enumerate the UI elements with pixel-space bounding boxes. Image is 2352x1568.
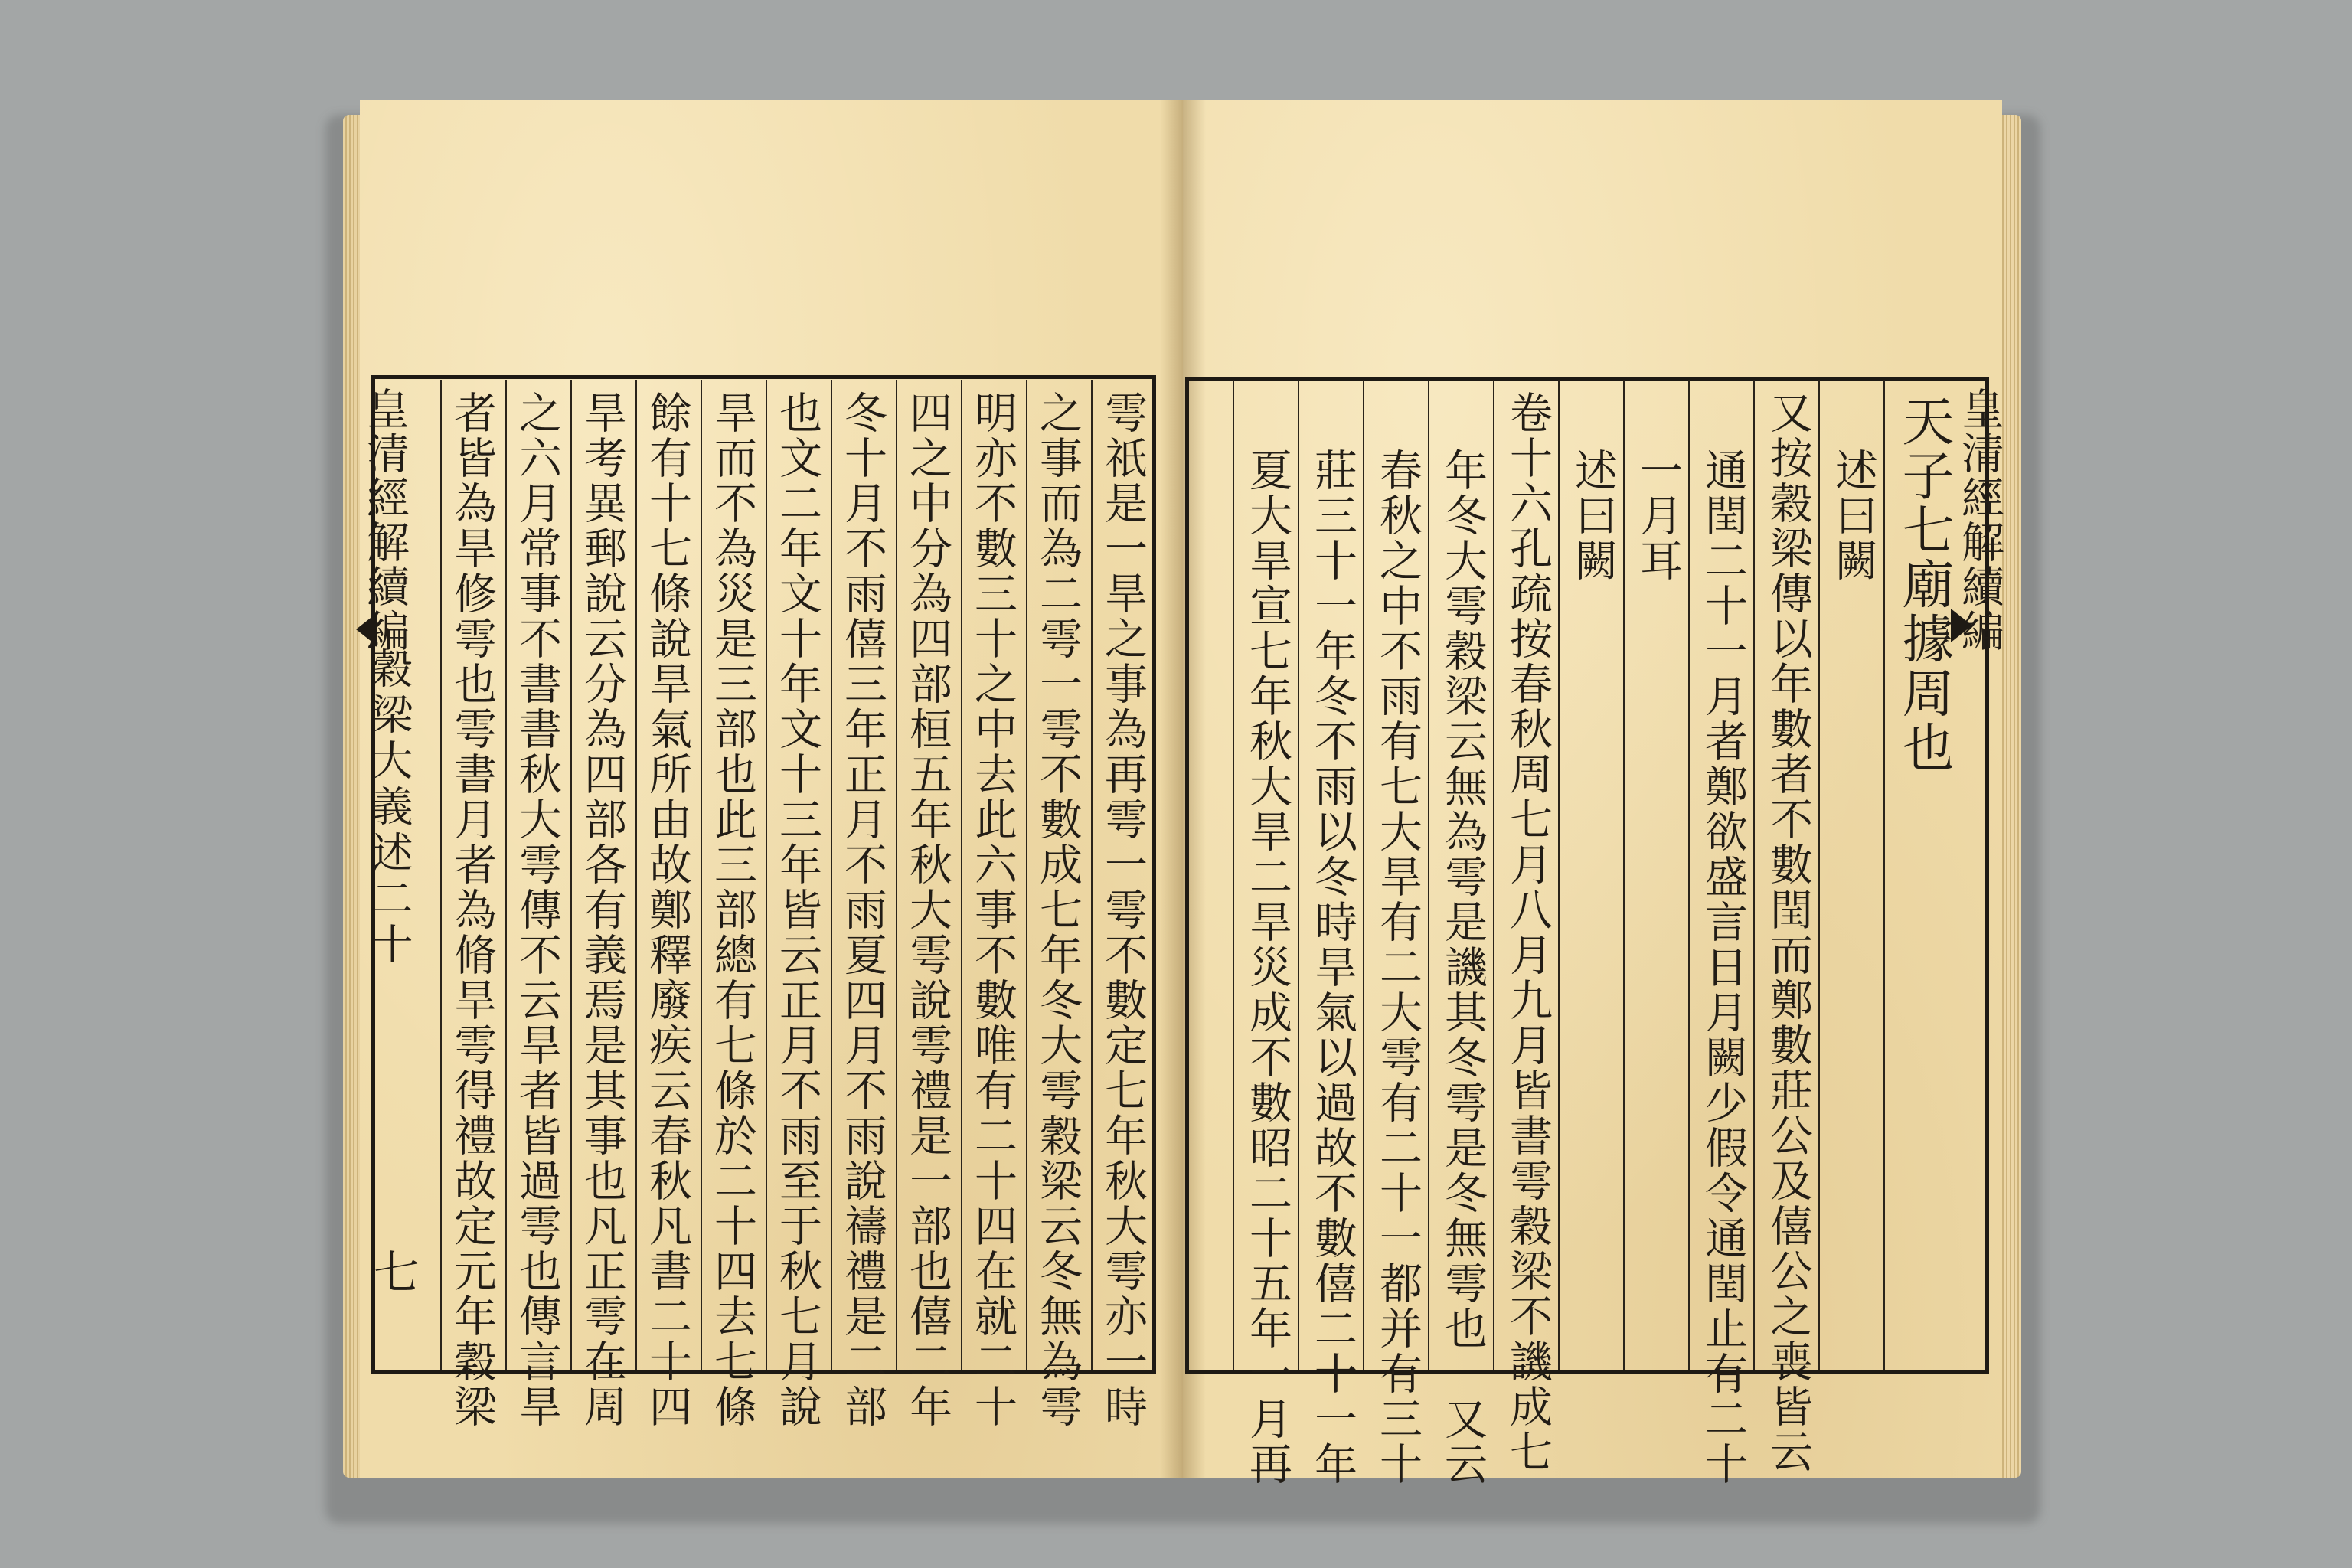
left-column-rule [1091,380,1093,1370]
left-column-rule [896,380,897,1370]
left-column-rule [701,380,702,1370]
right-text-column: 天子七廟據周也 [1893,394,1954,775]
left-column-rule [440,380,442,1370]
right-text-column: 又按穀梁傳以年數者不數閏而鄭數莊公及僖公之喪皆云 [1763,390,1813,1475]
right-fishtail-mark [1951,609,1972,642]
left-column-rule [1026,380,1027,1370]
right-column-rule [1753,380,1755,1370]
left-column-rule [635,380,637,1370]
right-text-column: 年冬大雩穀梁云無為雩是譏其冬雩是冬無雩也 又云 [1438,448,1488,1487]
left-column-rule [961,380,962,1370]
right-text-column: 春秋之中不雨有七大旱有二大雩有二十一都并有三十 [1373,448,1423,1487]
left-text-column: 雩祇是一旱之事為再雩一雩不數定七年秋大雩亦一時 [1098,390,1148,1429]
right-column-rule [1883,380,1885,1370]
left-fishtail-mark [356,612,377,646]
left-text-column: 者皆為旱修雩也雩書月者為脩旱雩得禮故定元年穀梁 [447,390,497,1429]
right-text-column: 卷十六孔疏按春秋周七月八月九月皆書雩穀梁不譏成七 [1503,390,1553,1475]
right-column-rule [1493,380,1494,1370]
right-column-rule [1558,380,1560,1370]
right-column-rule [1818,380,1820,1370]
left-text-column: 也文二年文十年文十三年皆云正月不雨至于秋七月說 [773,390,822,1429]
left-column-rule [831,380,832,1370]
right-column-rule [1233,380,1234,1370]
right-text-column: 一月耳 [1633,448,1683,583]
left-text-column: 旱而不為災是三部也此三部總有七條於二十四去七條 [707,390,757,1429]
left-page-number: 七 [366,1248,420,1294]
right-column-rule [1623,380,1625,1370]
left-text-column: 冬十月不雨僖三年正月不雨夏四月不雨說禱禮是二部 [838,390,887,1429]
right-column-rule [1298,380,1299,1370]
right-banxin-title: 皇清經解續編 [1955,387,2004,653]
left-banxin-title: 皇清經解續編 [360,387,410,653]
left-text-column: 明亦不數三十之中去此六事不數唯有二十四在就二十 [968,390,1018,1429]
left-text-column: 之事而為二雩一雩不數成七年冬大雩穀梁云冬無為雩 [1033,390,1083,1429]
right-text-column: 述曰闕 [1828,448,1878,583]
left-text-column: 之六月常事不書書秋大雩傳不云旱者皆過雩也傳言旱 [512,390,562,1429]
left-text-column: 旱考異郵說云分為四部各有義焉是其事也凡正雩在周 [577,390,627,1429]
right-column-rule [1428,380,1429,1370]
left-banxin-section: 穀梁大義述二十 [365,647,413,969]
right-text-column: 夏大旱宣七年秋大旱二旱災成不數昭二十五年一月再 [1243,448,1292,1487]
left-text-column: 四之中分為四部桓五年秋大雩說雩禮是一部也僖二年 [903,390,952,1429]
right-column-rule [1688,380,1690,1370]
left-column-rule [505,380,507,1370]
left-text-column: 餘有十七條說旱氣所由故鄭釋廢疾云春秋凡書二十四 [642,390,692,1429]
right-text-column: 通閏二十一月者鄭欲盛言日月闕少假令通閏止有二十 [1698,448,1748,1487]
right-text-column: 述曰闕 [1568,448,1618,583]
right-text-column: 莊三十一年冬不雨以冬時旱氣以過故不數僖二十一年 [1308,448,1357,1487]
left-column-rule [570,380,572,1370]
right-column-rule [1363,380,1364,1370]
left-column-rule [766,380,767,1370]
